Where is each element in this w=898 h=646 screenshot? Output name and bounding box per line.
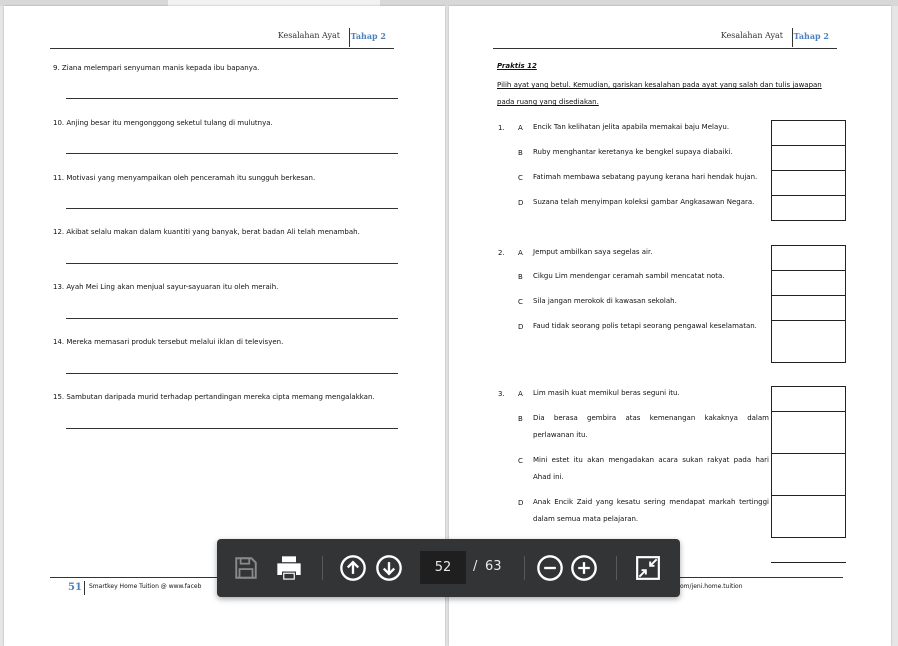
option-text: Suzana telah menyimpan koleksi gambar Angkasawan Negara. [533, 198, 755, 206]
toolbar-separator [524, 556, 525, 580]
zoom-in-icon [570, 554, 598, 582]
option-text: Sila jangan merokok di kawasan sekolah. [533, 297, 677, 305]
answer-box [771, 145, 846, 171]
option-text: Fatimah membawa sebatang payung kerana hari hendak hujan. [533, 173, 758, 181]
answer-line [771, 562, 846, 563]
question-12: 12. Akibat selalu makan dalam kuantiti yang banyak, berat badan Ali telah menambah. [53, 228, 360, 236]
question-13: 13. Ayah Mei Ling akan menjual sayur-sayuaran itu oleh meraih. [53, 283, 279, 291]
zoom-out-icon [536, 554, 564, 582]
answer-box [771, 411, 846, 454]
answer-line [66, 263, 398, 264]
practice-question-number: 3. [498, 390, 505, 398]
option-text: Jemput ambilkan saya segelas air. [533, 248, 653, 256]
next-page-button[interactable] [374, 553, 404, 583]
option-label: B [518, 273, 523, 281]
option-text: Encik Tan kelihatan jelita apabila memakai baju Melayu. [533, 123, 730, 131]
answer-line [66, 153, 398, 154]
answer-box [771, 195, 846, 221]
option-label: B [518, 149, 523, 157]
answer-line [66, 428, 398, 429]
page-header-left [50, 30, 394, 49]
footer-text-left: Smartkey Home Tuition @ www.faceb [89, 583, 202, 590]
previous-page-button[interactable] [338, 553, 368, 583]
practice-question-number: 1. [498, 124, 505, 132]
header-level-label: Tahap 2 [793, 31, 829, 41]
print-button[interactable] [274, 553, 304, 583]
question-10: 10. Anjing besar itu mengonggong seketul tulang di mulutnya. [53, 119, 273, 127]
print-icon [275, 554, 303, 582]
page-separator: / [473, 559, 478, 574]
header-level-label: Tahap 2 [350, 31, 386, 41]
page-header-right [493, 30, 837, 49]
option-text: Lim masih kuat memikul beras seguni itu. [533, 389, 680, 397]
zoom-in-button[interactable] [569, 553, 599, 583]
footer-text-right: om/jeni.home.tuition [680, 583, 743, 590]
option-label: D [518, 499, 524, 507]
answer-line [66, 208, 398, 209]
pdf-toolbar [217, 539, 680, 597]
answer-box [771, 386, 846, 412]
fit-page-button[interactable] [633, 553, 663, 583]
zoom-out-button[interactable] [535, 553, 565, 583]
answer-box [771, 170, 846, 196]
footer-divider [84, 581, 85, 595]
answer-box [771, 270, 846, 296]
answer-box [771, 245, 846, 271]
option-label: A [518, 390, 523, 398]
question-9: 9. Ziana melempari senyuman manis kepada ibu bapanya. [53, 64, 260, 72]
total-pages: 63 [485, 559, 502, 574]
fit-page-icon [635, 555, 661, 581]
option-text: Mini estet itu akan mengadakan acara sukan rakyat pada hari Ahad ini. [533, 456, 769, 481]
option-text: Faud tidak seorang polis tetapi seorang pengawal keselamatan. [533, 322, 757, 330]
footer-page-number: 51 [68, 582, 82, 593]
answer-box [771, 120, 846, 146]
header-section-label: Kesalahan Ayat [720, 31, 783, 40]
practice-title: Praktis 12 [497, 62, 537, 70]
option-text: Cikgu Lim mendengar ceramah sambil mencatat nota. [533, 272, 725, 280]
save-button[interactable] [231, 553, 261, 583]
answer-box [771, 320, 846, 363]
answer-box [771, 453, 846, 496]
option-label: D [518, 323, 524, 331]
answer-box [771, 295, 846, 321]
page-number-input[interactable] [420, 551, 466, 584]
arrow-down-circle-icon [375, 554, 403, 582]
practice-question-number: 2. [498, 249, 505, 257]
header-section-label: Kesalahan Ayat [277, 31, 340, 40]
question-14: 14. Mereka memasari produk tersebut melalui iklan di televisyen. [53, 338, 284, 346]
option-label: C [518, 174, 523, 182]
save-icon [233, 555, 259, 581]
answer-line [66, 373, 398, 374]
question-11: 11. Motivasi yang menyampaikan oleh penceramah itu sungguh berkesan. [53, 174, 316, 182]
answer-line [66, 318, 398, 319]
option-label: B [518, 415, 523, 423]
practice-instruction-line-1: Pilih ayat yang betul. Kemudian, gariskan kesalahan pada ayat yang salah dan tulis jawapan [497, 81, 822, 89]
option-text: Ruby menghantar keretanya ke bengkel supaya diabaiki. [533, 148, 733, 156]
option-label: C [518, 298, 523, 306]
arrow-up-circle-icon [339, 554, 367, 582]
question-15: 15. Sambutan daripada murid terhadap pertandingan mereka cipta memang mengalakkan. [53, 393, 375, 401]
option-label: D [518, 199, 524, 207]
option-label: A [518, 249, 523, 257]
option-text: Anak Encik Zaid yang kesatu sering mendapat markah tertinggi dalam semua mata pelajaran. [533, 498, 769, 523]
option-text: Dia berasa gembira atas kemenangan kakaknya dalam perlawanan itu. [533, 414, 769, 439]
option-label: C [518, 457, 523, 465]
answer-box [771, 495, 846, 538]
option-label: A [518, 124, 523, 132]
answer-line [66, 98, 398, 99]
practice-instruction-line-2: pada ruang yang disediakan. [497, 98, 599, 106]
toolbar-separator [616, 556, 617, 580]
toolbar-separator [322, 556, 323, 580]
